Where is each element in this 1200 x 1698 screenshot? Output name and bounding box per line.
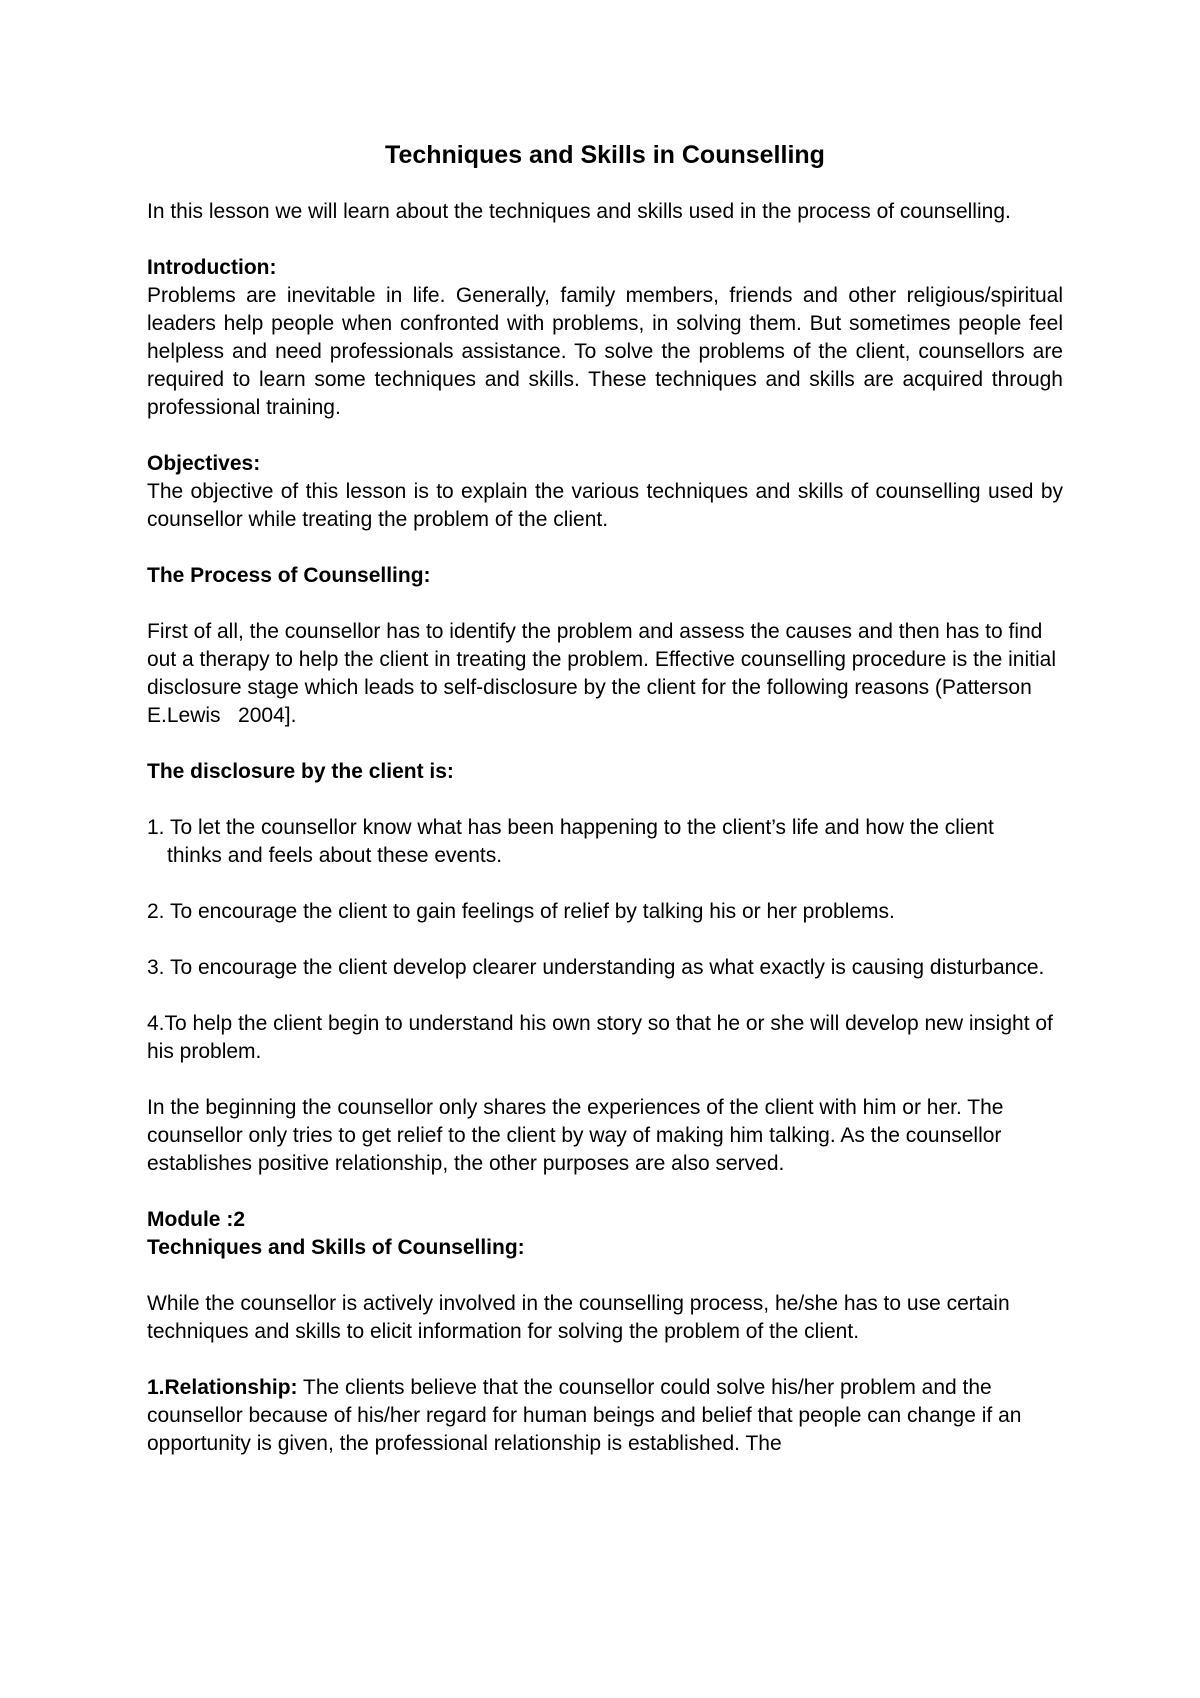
disclosure-item-3: 3. To encourage the client develop clearer understanding as what exactly is causing disturbance. [147,956,1045,979]
introduction-section [147,254,1063,422]
relationship-body: The clients believe that the counsellor could solve his/her problem and the counsellor because of his/her regard for human beings and belief that people can change if an opportunity is given, the professional relationship is established. The [147,1376,1022,1455]
process-heading: The Process of Counselling: [147,564,431,587]
intro-line: In this lesson we will learn about the techniques and skills used in the process of counselling. [147,200,1011,223]
module-heading: Techniques and Skills of Counselling: [147,1236,525,1259]
process-section [147,562,1063,730]
introduction-body: Problems are inevitable in life. Generally, family members, friends and other religious/spiritual leaders help people when confronted with problems, in solving them. But sometimes people feel helpless and need professionals assistance. To solve the problems of the client, counsellors are required to learn some techniques and skills. These techniques and skills are acquired through professional training. [147,284,1063,419]
disclosure-item-1-line-1: 1. To let the counsellor know what has been happening to the client’s life and how the client [147,816,994,839]
relationship-label: 1.Relationship: [147,1376,298,1399]
disclosure-item-2: 2. To encourage the client to gain feelings of relief by talking his or her problems. [147,900,895,923]
objectives-section [147,450,1063,534]
relationship-paragraph [147,1374,1063,1458]
module-section [147,1206,1063,1346]
module-body: While the counsellor is actively involved in the counselling process, he/she has to use certain techniques and skills to elicit information for solving the problem of the client. [147,1292,1010,1343]
objectives-heading: Objectives: [147,452,261,475]
disclosure-item-4: 4.To help the client begin to understand his own story so that he or she will develop new insight of his problem. [147,1012,1053,1063]
module-label: Module :2 [147,1208,245,1231]
beginning-paragraph: In the beginning the counsellor only shares the experiences of the client with him or her. The counsellor only tries to get relief to the client by way of making him talking. As the counsellor establishes positive relationship, the other purposes are also served. [147,1096,1004,1175]
introduction-heading: Introduction: [147,256,277,279]
document-title: Techniques and Skills in Counselling [385,141,825,169]
disclosure-heading: The disclosure by the client is: [147,760,454,783]
objectives-body: The objective of this lesson is to explain the various techniques and skills of counselling used by counsellor while treating the problem of the client. [147,480,1063,531]
disclosure-item-1-line-2: thinks and feels about these events. [167,844,503,867]
document-page [147,140,1063,1458]
process-body: First of all, the counsellor has to identify the problem and assess the causes and then has to find out a therapy to help the client in treating the problem. Effective counselling procedure is the initial disclosure stage which leads to self-disclosure by the client for the following reasons (Patterson E.Lewis 2004]. [147,620,1062,727]
disclosure-item-1 [147,814,1063,870]
disclosure-section [147,758,1063,1066]
